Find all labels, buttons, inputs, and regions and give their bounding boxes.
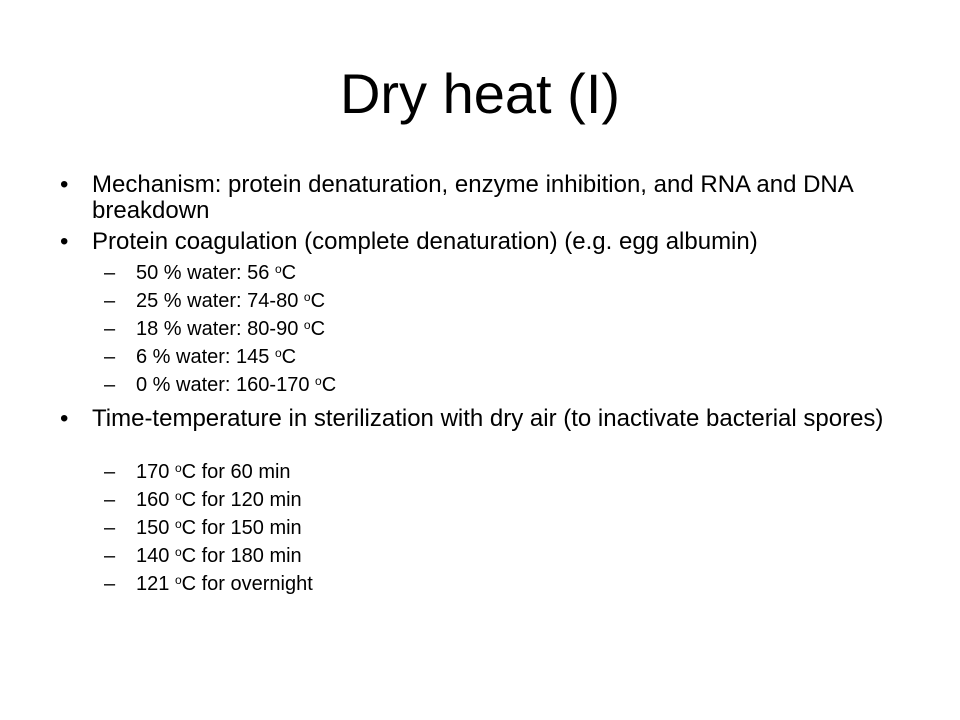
sub-marker: – — [104, 461, 116, 483]
bullet-text: Protein coagulation (complete denaturation) (e.g. egg albumin) — [92, 228, 758, 255]
sub-text: 150 $^o$C for 150 min — [136, 517, 302, 539]
sub-marker: – — [104, 290, 116, 312]
sub-text: 170 $^o$C for 60 min — [136, 461, 291, 483]
sub-marker: – — [104, 262, 116, 284]
bullet-marker: • — [60, 228, 69, 255]
sub-text: 50 % water: 56 $^o$C — [136, 262, 297, 284]
sub-marker: – — [104, 545, 116, 567]
bullet-marker: • — [60, 405, 69, 432]
bullet-marker: • — [60, 171, 69, 198]
sub-text: 140 $^o$C for 180 min — [136, 545, 302, 567]
sub-marker: – — [104, 374, 116, 396]
sub-text: 18 % water: 80-90 $^o$C — [136, 318, 326, 340]
sub-text: 25 % water: 74-80 $^o$C — [136, 290, 326, 312]
sub-marker: – — [104, 346, 116, 368]
sub-text: 121 $^o$C for overnight — [136, 573, 313, 595]
sub-marker: – — [104, 573, 116, 595]
sub-marker: – — [104, 489, 116, 511]
sub-text: 6 % water: 145 $^o$C — [136, 346, 297, 368]
slide-title: Dry heat (I) — [339, 62, 621, 125]
sub-text: 0 % water: 160-170 $^o$C — [136, 374, 337, 396]
bullet-text: Time-temperature in sterilization with dry air (to inactivate bacterial spores) — [92, 405, 884, 432]
bullet-text: Mechanism: protein denaturation, enzyme inhibition, and RNA and DNA breakdown — [92, 171, 853, 224]
sub-marker: – — [104, 318, 116, 340]
sub-marker: – — [104, 517, 116, 539]
sub-text: 160 $^o$C for 120 min — [136, 489, 302, 511]
